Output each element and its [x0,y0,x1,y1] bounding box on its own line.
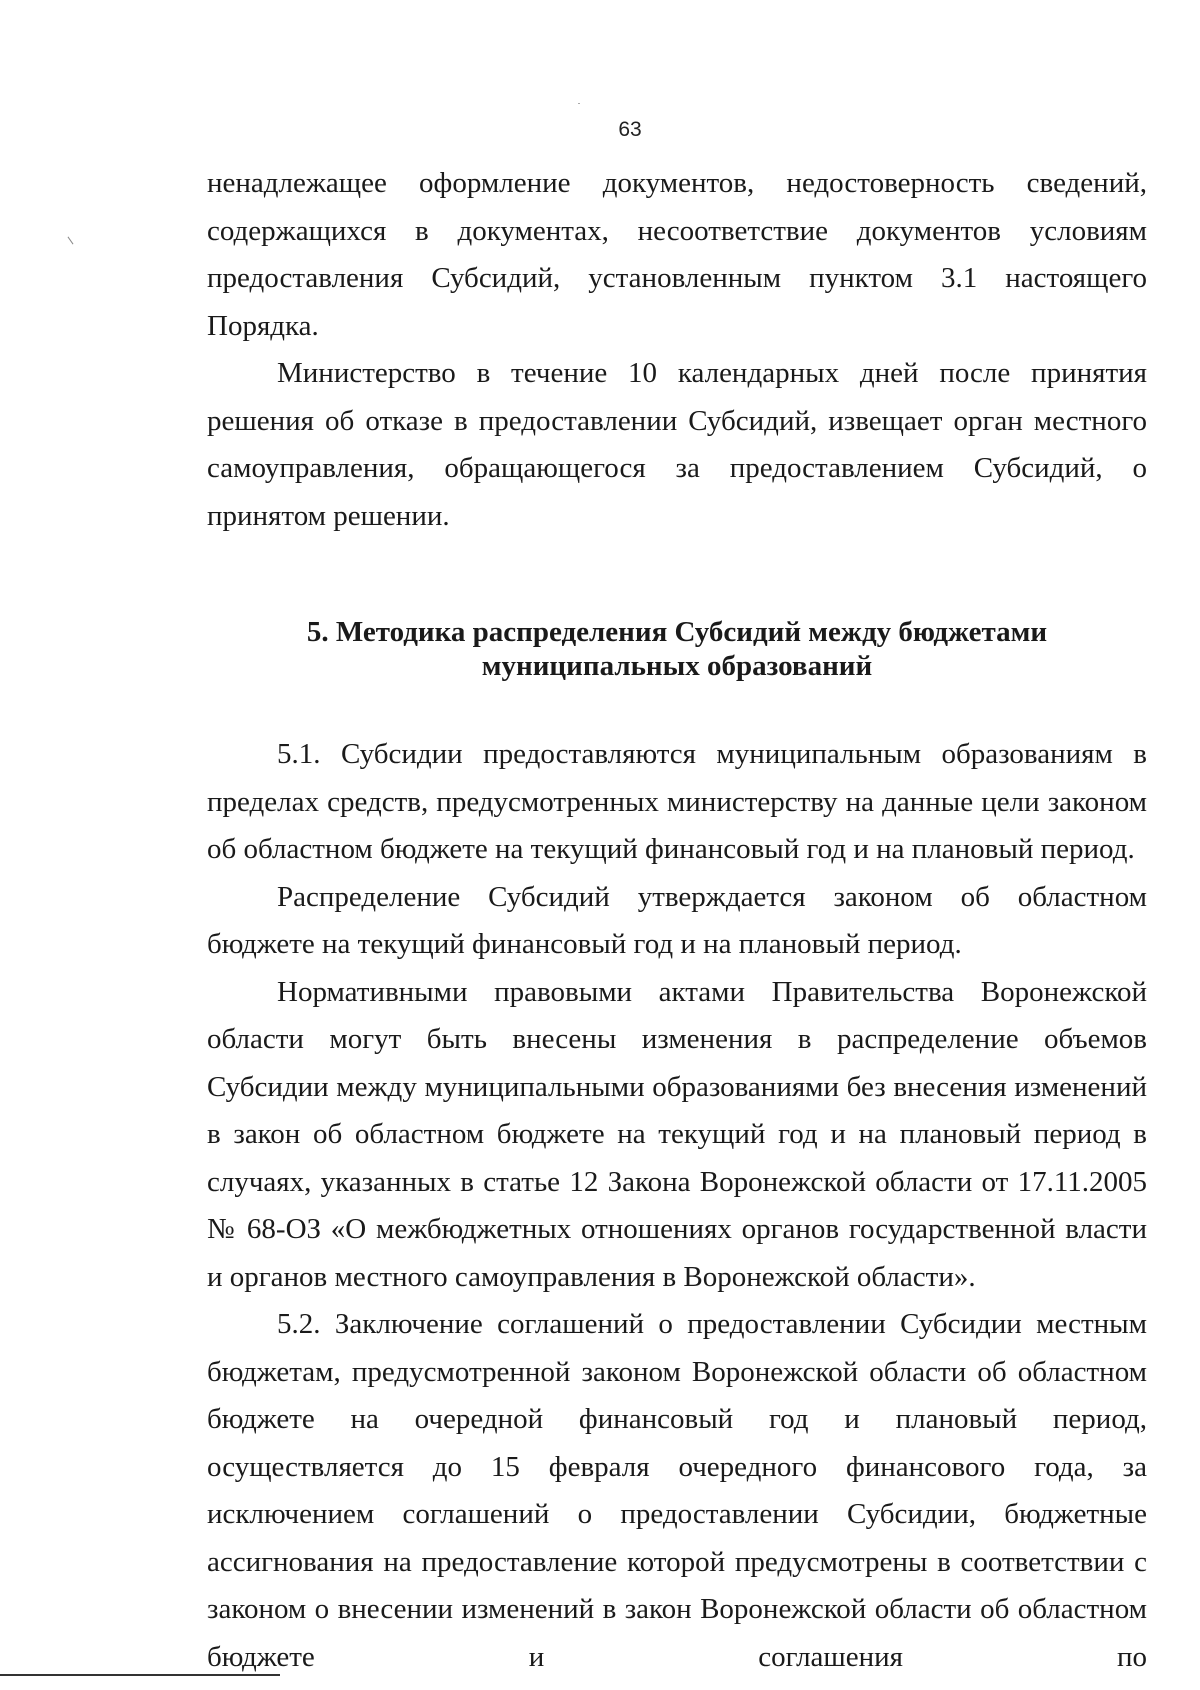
section-heading-line: муниципальных образований [481,650,873,682]
paragraph-continued: ненадлежащее оформление документов, недостоверность сведений, содержащихся в документах, несоответствие документов условиям предоставления Субсидий, установленным пунктом 3.1 настоящего Порядка. [207,167,1147,342]
footnote-separator-line [0,1674,280,1676]
scan-speck [578,103,580,104]
scan-speck [68,237,74,245]
section-heading [207,615,1147,683]
page-number: 63 [618,118,642,141]
section-heading-line: 5. Методика распределения Субсидий между бюджетами [306,616,1048,648]
paragraph: Министерство в течение 10 календарных дней после принятия решения об отказе в предоставлении Субсидий, извещает орган местного самоуправления, обращающегося за предоставлением Субсидий, о принятом решении. [207,357,1147,532]
paragraph-5-2: 5.2. Заключение соглашений о предоставлении Субсидии местным бюджетам, предусмотренной законом Воронежской области об областном бюджете на очередной финансовый год и плановый период, осуществляется до 15 февраля очередного финансового года, за исключением соглашений о предоставлении Субсидии, бюджетные ассигнования на предоставление которой предусмотрены в соответствии с законом о внесении изменений в закон Воронежской области об областном бюджете и соглашения по [207,1308,1147,1673]
document-body [207,160,1147,1681]
paragraph: Распределение Субсидий утверждается законом об областном бюджете на текущий финансовый год и на плановый период. [207,880,1147,960]
paragraph-5-1: 5.1. Субсидии предоставляются муниципальным образованиям в пределах средств, предусмотренных министерству на данные цели законом об областном бюджете на текущий финансовый год и на плановый период. [207,738,1147,865]
paragraph: Нормативными правовыми актами Правительства Воронежской области могут быть внесены изменения в распределение объемов Субсидии между муниципальными образованиями без внесения изменений в закон об областном бюджете на текущий год и на плановый период в случаях, указанных в статье 12 Закона Воронежской области от 17.11.2005 № 68-ОЗ «О межбюджетных отношениях органов государственной власти и органов местного самоуправления в Воронежской области». [207,975,1147,1293]
